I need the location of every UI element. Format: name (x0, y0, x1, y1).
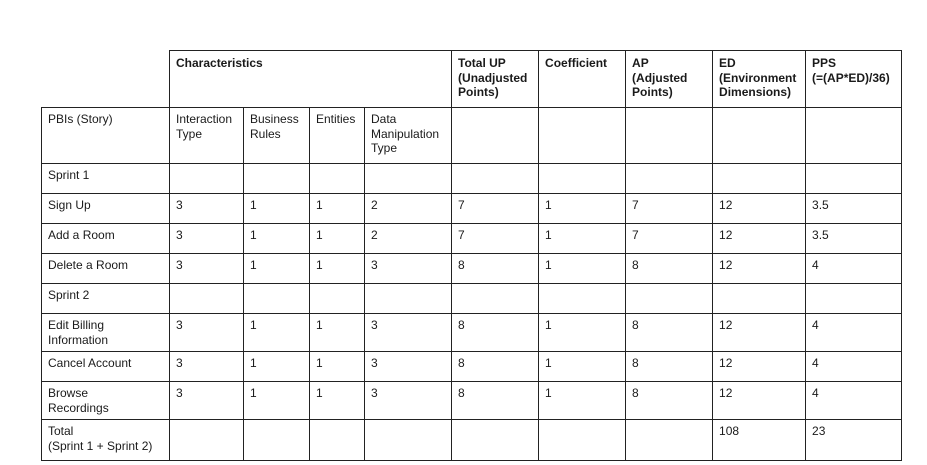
interaction-type-cell: 3 (170, 382, 244, 420)
ap-cell: 8 (626, 382, 713, 420)
ed-cell: 12 (713, 314, 806, 352)
empty-cell (626, 108, 713, 164)
interaction-type-cell: 3 (170, 224, 244, 254)
coefficient-cell: 1 (539, 224, 626, 254)
table-row (42, 224, 902, 254)
story-label-cell: Sprint 1 (42, 164, 170, 194)
entities-cell: 1 (310, 352, 365, 382)
top-header-row (42, 51, 902, 108)
data-manipulation-type-cell: 3 (365, 314, 452, 352)
business-rules-cell: 1 (244, 382, 310, 420)
empty-cell (713, 108, 806, 164)
ed-cell: 12 (713, 382, 806, 420)
ap-cell: 8 (626, 314, 713, 352)
business-rules-cell: 1 (244, 224, 310, 254)
ed-cell (713, 284, 806, 314)
table-row (42, 194, 902, 224)
total-up-cell: 7 (452, 224, 539, 254)
data-manipulation-type-cell (365, 420, 452, 461)
pbis-header: PBIs (Story) (42, 108, 170, 164)
points-table (41, 50, 902, 461)
data-manipulation-type-cell: 3 (365, 352, 452, 382)
table-row (42, 314, 902, 352)
characteristics-header: Characteristics (170, 51, 452, 108)
total-up-cell: 8 (452, 382, 539, 420)
total-up-cell (452, 164, 539, 194)
sprint-row (42, 164, 902, 194)
ap-cell: 8 (626, 254, 713, 284)
pps-cell (806, 164, 902, 194)
business-rules-cell: 1 (244, 194, 310, 224)
total-row (42, 420, 902, 461)
ed-cell: 12 (713, 254, 806, 284)
coefficient-cell (539, 164, 626, 194)
business-rules-cell (244, 284, 310, 314)
ap-cell (626, 284, 713, 314)
interaction-type-cell: 3 (170, 254, 244, 284)
entities-cell (310, 420, 365, 461)
coefficient-header: Coefficient (539, 51, 626, 108)
sub-header-row (42, 108, 902, 164)
story-label-cell: Cancel Account (42, 352, 170, 382)
business-rules-cell: 1 (244, 254, 310, 284)
entities-cell: 1 (310, 194, 365, 224)
total-up-cell: 7 (452, 194, 539, 224)
total-up-cell (452, 420, 539, 461)
ed-cell: 12 (713, 194, 806, 224)
interaction-type-cell: 3 (170, 352, 244, 382)
business-rules-header: Business Rules (244, 108, 310, 164)
data-manipulation-type-cell: 3 (365, 254, 452, 284)
business-rules-cell (244, 420, 310, 461)
data-manipulation-type-cell (365, 164, 452, 194)
total-up-cell: 8 (452, 314, 539, 352)
business-rules-cell: 1 (244, 352, 310, 382)
data-manipulation-type-cell: 3 (365, 382, 452, 420)
table-row (42, 254, 902, 284)
coefficient-cell: 1 (539, 314, 626, 352)
pps-cell (806, 284, 902, 314)
table-row (42, 382, 902, 420)
interaction-type-header: Interaction Type (170, 108, 244, 164)
ap-cell (626, 164, 713, 194)
entities-cell: 1 (310, 224, 365, 254)
coefficient-cell: 1 (539, 254, 626, 284)
ed-cell: 12 (713, 224, 806, 254)
empty-cell (806, 108, 902, 164)
business-rules-cell (244, 164, 310, 194)
table-row (42, 352, 902, 382)
interaction-type-cell: 3 (170, 314, 244, 352)
story-label-cell: Sign Up (42, 194, 170, 224)
story-label-cell: Sprint 2 (42, 284, 170, 314)
ap-header: AP (Adjusted Points) (626, 51, 713, 108)
story-label-cell: Edit Billing Information (42, 314, 170, 352)
pps-cell: 4 (806, 254, 902, 284)
empty-corner-cell (42, 51, 170, 108)
story-label-cell: Total (Sprint 1 + Sprint 2) (42, 420, 170, 461)
ed-cell: 12 (713, 352, 806, 382)
interaction-type-cell: 3 (170, 194, 244, 224)
coefficient-cell: 1 (539, 194, 626, 224)
story-label-cell: Delete a Room (42, 254, 170, 284)
pps-header: PPS (=(AP*ED)/36) (806, 51, 902, 108)
story-label-cell: Add a Room (42, 224, 170, 254)
data-manipulation-type-cell: 2 (365, 194, 452, 224)
data-manipulation-type-cell: 2 (365, 224, 452, 254)
pps-cell: 4 (806, 382, 902, 420)
total-up-cell (452, 284, 539, 314)
coefficient-cell (539, 420, 626, 461)
coefficient-cell: 1 (539, 352, 626, 382)
pps-cell: 3.5 (806, 194, 902, 224)
interaction-type-cell (170, 284, 244, 314)
interaction-type-cell (170, 164, 244, 194)
coefficient-cell: 1 (539, 382, 626, 420)
pps-cell: 4 (806, 352, 902, 382)
total-up-header: Total UP (Unadjusted Points) (452, 51, 539, 108)
entities-cell: 1 (310, 382, 365, 420)
entities-header: Entities (310, 108, 365, 164)
ed-header: ED (Environment Dimensions) (713, 51, 806, 108)
entities-cell (310, 284, 365, 314)
data-manipulation-type-cell (365, 284, 452, 314)
empty-cell (452, 108, 539, 164)
ed-cell: 108 (713, 420, 806, 461)
ap-cell (626, 420, 713, 461)
entities-cell: 1 (310, 254, 365, 284)
pps-cell: 3.5 (806, 224, 902, 254)
sprint-row (42, 284, 902, 314)
total-up-cell: 8 (452, 254, 539, 284)
interaction-type-cell (170, 420, 244, 461)
entities-cell: 1 (310, 314, 365, 352)
total-up-cell: 8 (452, 352, 539, 382)
pps-cell: 4 (806, 314, 902, 352)
empty-cell (539, 108, 626, 164)
pps-cell: 23 (806, 420, 902, 461)
entities-cell (310, 164, 365, 194)
coefficient-cell (539, 284, 626, 314)
data-manipulation-type-header: Data Manipulation Type (365, 108, 452, 164)
ap-cell: 8 (626, 352, 713, 382)
ap-cell: 7 (626, 194, 713, 224)
story-label-cell: Browse Recordings (42, 382, 170, 420)
ed-cell (713, 164, 806, 194)
ap-cell: 7 (626, 224, 713, 254)
business-rules-cell: 1 (244, 314, 310, 352)
